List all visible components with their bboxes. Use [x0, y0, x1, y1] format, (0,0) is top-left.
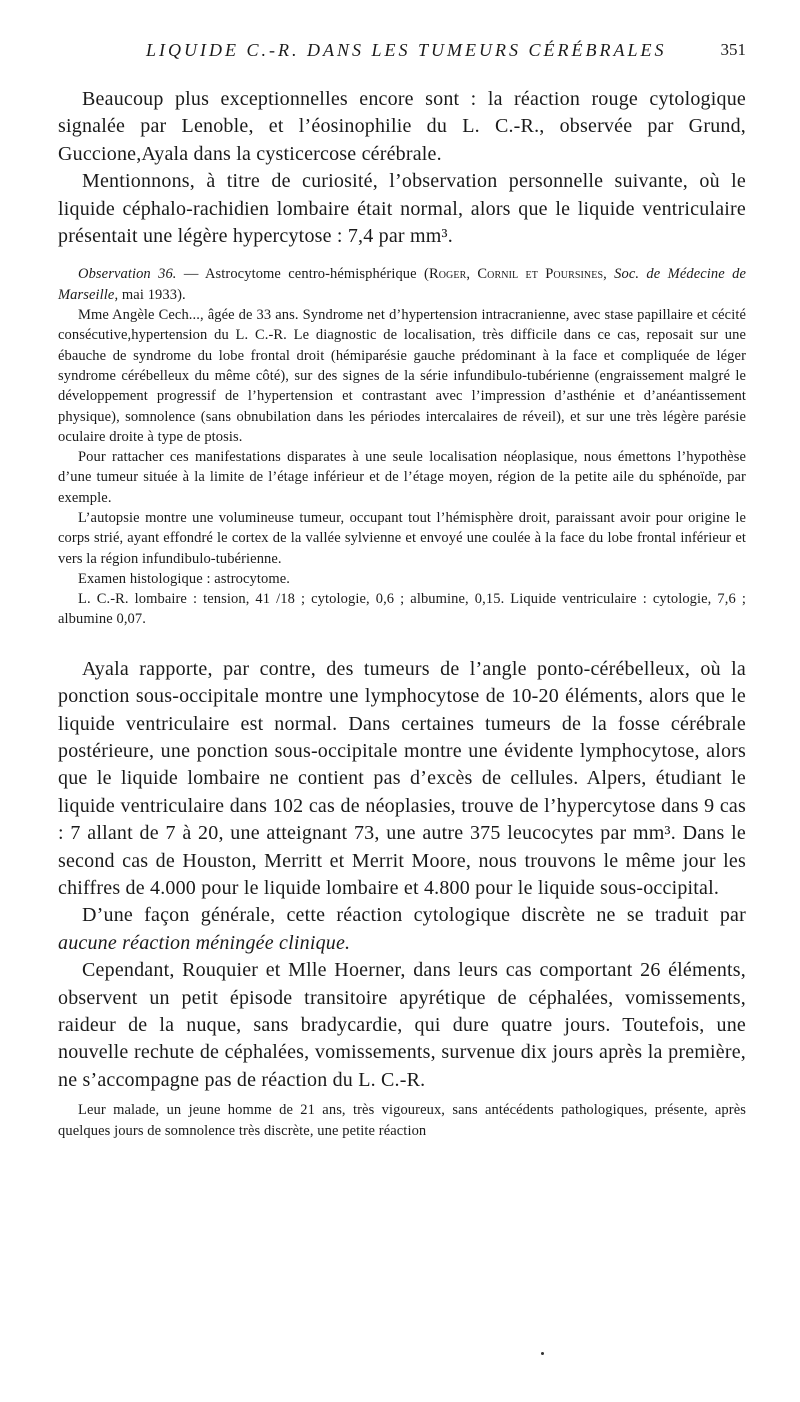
observation-paragraph: Examen histologique : astrocytome.: [78, 570, 290, 587]
observation-paragraph: L. C.-R. lombaire : tension, 41 /18 ; cytologie, 0,6 ; albumine, 0,15. Liquide ventriculaire : cytologie, 7,6 ; albumine 0,07.: [58, 591, 746, 628]
observation-paragraph: Pour rattacher ces manifestations disparates à une seule localisation néoplasique, nous émettons l’hypothèse d’une tumeur située à la limite de l’étage inférieur et de l’étage moyen, région de la petite aile du sphénoïde, par exemple.: [58, 449, 746, 506]
observation-paragraph: L’autopsie montre une volumineuse tumeur, occupant tout l’hémisphère droit, paraissant avoir pour origine le corps strié, ayant effondré le cortex de la vallée sylvienne et envoyé une coulée à la face du lobe frontal inférieur et vers la région infundibulo-tubérienne.: [58, 510, 746, 567]
observation-paragraph: Mme Angèle Cech..., âgée de 33 ans. Syndrome net d’hypertension intracranienne, avec stase papillaire et cécité consécutive,hypertension du L. C.-R. Le diagnostic de localisation, très difficile dans ce cas, reposait sur une ébauche de syndrome du lobe frontal droit (hémiparésie gauche prédominant à la face et compliquée de léger syndrome cérébelleux du même côté), sur des signes de la série infundibulo-tubérienne (engraissement malgré le développement progressif de l’hypertension et contrastant avec l’impression d’asthénie et d’anéantissement physique), somnolence (sans obnubilation dans les périodes intercalaires de réveil), et sur une très légère parésie oculaire droite à type de ptosis.: [58, 307, 746, 445]
paragraph: Beaucoup plus exceptionnelles encore sont : la réaction rouge cytologique signalée par Lenoble, et l’éosinophilie du L. C.-R., observée par Grund, Guccione,Ayala dans la cysticercose cérébrale.: [58, 88, 746, 165]
print-speck: [541, 1352, 544, 1355]
paragraph: Mentionnons, à titre de curiosité, l’observation personnelle suivante, où le liquide céphalo-rachidien lombaire était normal, alors que le liquide ventriculaire présentait une légère hypercytose : 7,4 par mm³.: [58, 170, 746, 248]
running-header: [86, 40, 746, 70]
paragraph: Cependant, Rouquier et Mlle Hoerner, dans leurs cas comportant 26 éléments, observent un petit épisode transitoire apyrétique de céphalées, vomissements, raideur de la nuque, sans bradycardie, qui dure quatre jours. Toutefois, une nouvelle rechute de céphalées, vomissements, survenue dix jours après la première, ne s’accompagne pas de réaction du L. C.-R.: [58, 959, 746, 1091]
running-title: LIQUIDE C.-R. DANS LES TUMEURS CÉRÉBRALES: [146, 40, 667, 60]
paragraph-text: D’une façon générale, cette réaction cytologique discrète ne se traduit par: [82, 904, 746, 927]
paragraph: [58, 902, 746, 957]
observation-label: Observation 36.: [78, 266, 177, 283]
page-body: [58, 86, 746, 1141]
observation-title: — Astrocytome centro-hémisphérique (: [176, 266, 429, 283]
observation-heading: [58, 264, 746, 305]
observation-authors: Roger, Cornil et Poursines,: [428, 266, 607, 283]
page-number: 351: [720, 40, 746, 59]
emphasis-text: aucune réaction méningée clinique.: [58, 931, 351, 954]
observation-block: [58, 264, 746, 629]
observation-paragraph: Leur malade, un jeune homme de 21 ans, très vigoureux, sans antécédents pathologiques, présente, après quelques jours de somnolence très discrète, une petite réaction: [58, 1102, 746, 1139]
observation-date: mai 1933).: [118, 286, 186, 303]
observation-journal: Soc. de Médecine de Marseille,: [58, 266, 746, 303]
paragraph: Ayala rapporte, par contre, des tumeurs de l’angle ponto-cérébelleux, où la ponction sous-occipitale montre une lymphocytose de 10-20 éléments, alors que le liquide ventriculaire est normal. Dans certaines tumeurs de la fosse cérébrale postérieure, une ponction sous-occipitale montre une évidente lymphocytose, alors que le liquide lombaire ne contient pas d’excès de cellules. Alpers, étudiant le liquide ventriculaire dans 102 cas de néoplasies, trouve de l’hypercytose dans 9 cas : 7 allant de 7 à 20, une atteignant 73, une autre 375 leucocytes par mm³. Dans le second cas de Houston, Merritt et Merrit Moore, nous trouvons le même jour les chiffres de 4.000 pour le liquide lombaire et 4.800 pour le liquide sous-occipital.: [58, 657, 746, 900]
